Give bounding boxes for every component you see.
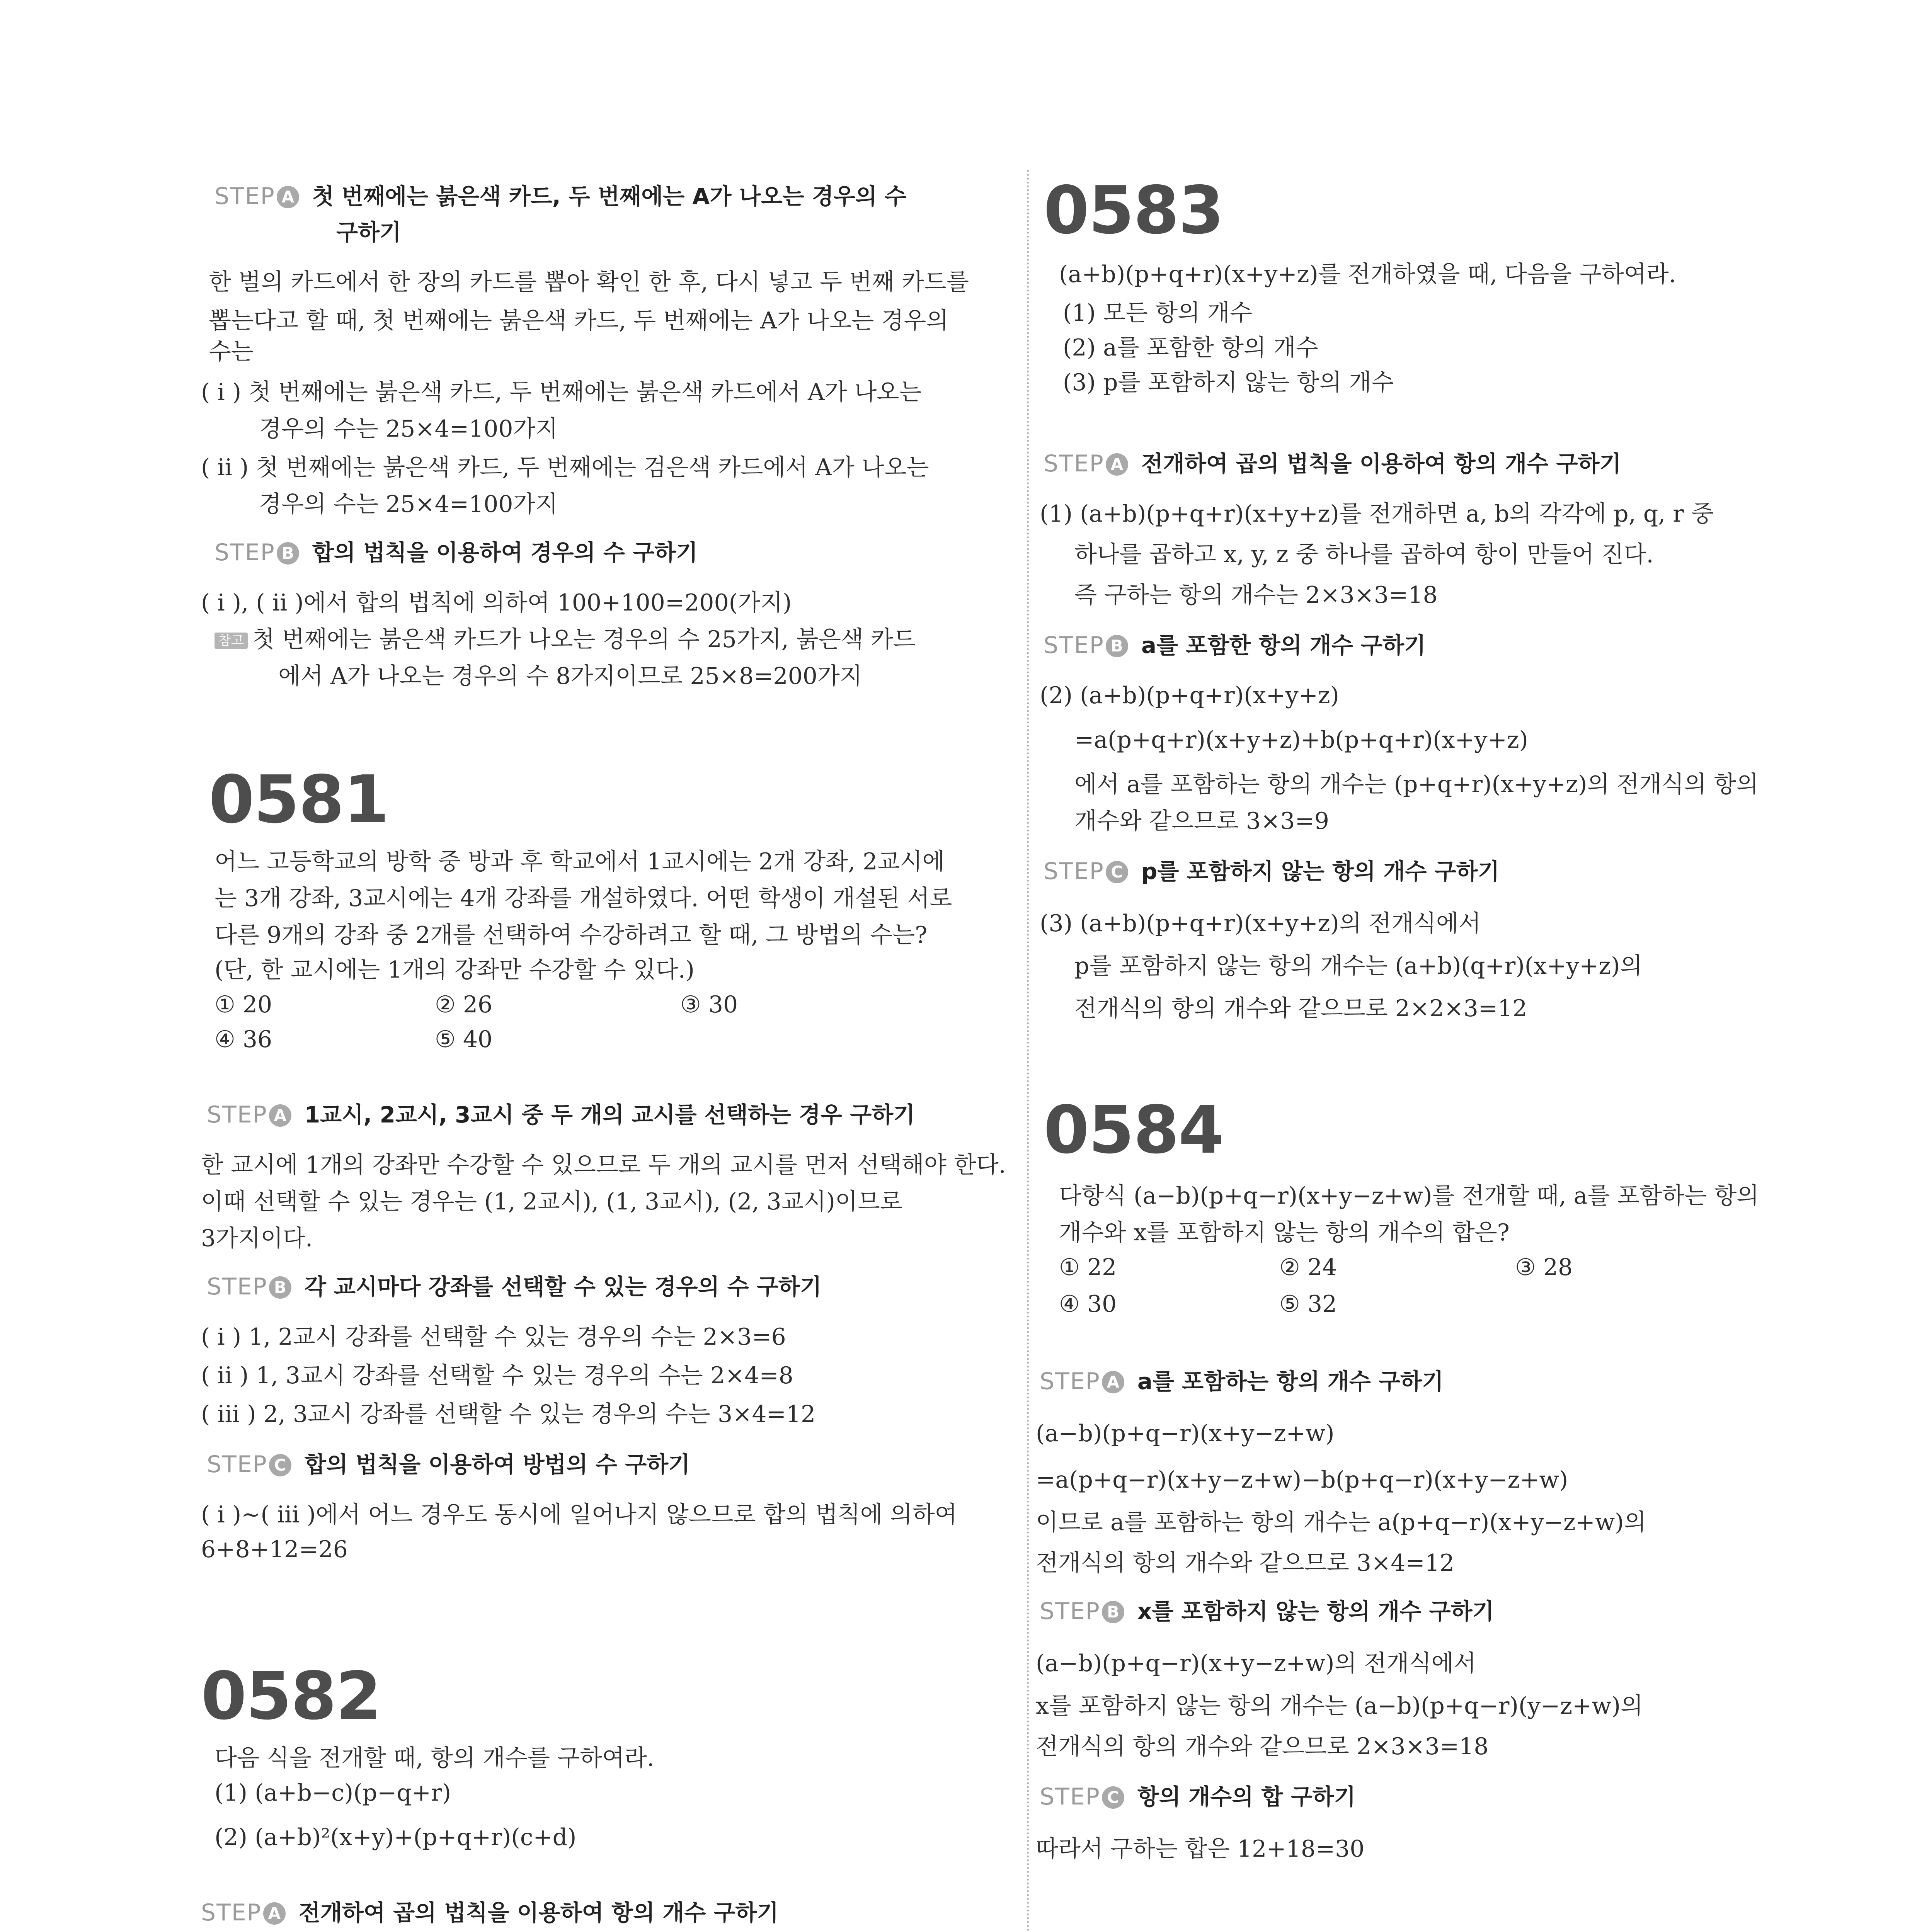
problem-0584-step-a-body: 전개식의 항의 개수와 같으므로 3×4=12 xyxy=(1036,1549,1455,1577)
problem-0583-question-line: (3) p를 포함하지 않는 항의 개수 xyxy=(1063,369,1394,396)
problem-0582-question-line: 다음 식을 전개할 때, 항의 개수를 구하여라. xyxy=(215,1745,654,1772)
step-b-header: STEP B 각 교시마다 강좌를 선택할 수 있는 경우의 수 구하기 xyxy=(207,1273,822,1300)
intro-body-line: 경우의 수는 25×4=100가지 xyxy=(259,491,558,518)
problem-number-0582: 0582 xyxy=(201,1658,381,1735)
intro-body-line: ( i ) 첫 번째에는 붉은색 카드, 두 번째에는 붉은색 카드에서 A가 나오는 xyxy=(201,379,922,406)
problem-0583-step-c-body: (3) (a+b)(p+q+r)(x+y+z)의 전개식에서 xyxy=(1040,910,1481,937)
step-a-header-cont: 구하기 xyxy=(336,219,402,245)
problem-0584-question-line: 다항식 (a−b)(p+q−r)(x+y−z+w)를 전개할 때, a를 포함하는 항의 xyxy=(1059,1182,1759,1209)
problem-0581-step-b-body: ( ii ) 1, 3교시 강좌를 선택할 수 있는 경우의 수는 2×4=8 xyxy=(201,1362,793,1389)
problem-0581-step-a-body: 이때 선택할 수 있는 경우는 (1, 2교시), (1, 3교시), (2, 3교시)이므로 xyxy=(201,1188,902,1215)
intro-body-line: 한 벌의 카드에서 한 장의 카드를 뽑아 확인 한 후, 다시 넣고 두 번째 카드를 xyxy=(209,269,969,296)
problem-0583-question-line: (2) a를 포함한 항의 개수 xyxy=(1063,334,1318,361)
step-c-header: STEP C p를 포함하지 않는 항의 개수 구하기 xyxy=(1044,858,1500,885)
choice-1: ① 20 xyxy=(215,991,272,1018)
problem-0583-question-line: (a+b)(p+q+r)(x+y+z)를 전개하였을 때, 다음을 구하여라. xyxy=(1059,261,1676,288)
problem-0581-step-b-body: ( iii ) 2, 3교시 강좌를 선택할 수 있는 경우의 수는 3×4=12 xyxy=(201,1401,816,1428)
intro-body-line: 경우의 수는 25×4=100가지 xyxy=(259,415,558,442)
problem-0584-step-a-body: 이므로 a를 포함하는 항의 개수는 a(p+q−r)(x+y−z+w)의 xyxy=(1036,1509,1646,1536)
choice-5: ⑤ 32 xyxy=(1279,1291,1337,1318)
choice-3: ③ 30 xyxy=(680,991,738,1018)
step-a-header: STEP A 전개하여 곱의 법칙을 이용하여 항의 개수 구하기 xyxy=(1044,450,1621,477)
intro-body-line: ( ii ) 첫 번째에는 붉은색 카드, 두 번째에는 검은색 카드에서 A가 나오는 xyxy=(201,454,929,481)
problem-0583-step-a-body: (1) (a+b)(p+q+r)(x+y+z)를 전개하면 a, b의 각각에 p, q, r 중 xyxy=(1040,500,1714,527)
problem-number-0584: 0584 xyxy=(1044,1092,1224,1168)
problem-0581-question-line: 는 3개 강좌, 3교시에는 4개 강좌를 개설하였다. 어떤 학생이 개설된 서로 xyxy=(215,885,952,912)
column-divider xyxy=(1027,170,1029,1932)
step-a-header: STEP A 1교시, 2교시, 3교시 중 두 개의 교시를 선택하는 경우 구하기 xyxy=(207,1101,915,1128)
problem-0581-question-line: 다른 9개의 강좌 중 2개를 선택하여 수강하려고 할 때, 그 방법의 수는? xyxy=(215,922,928,949)
problem-0583-step-b-body: 에서 a를 포함하는 항의 개수는 (p+q+r)(x+y+z)의 전개식의 항의 xyxy=(1074,771,1759,798)
problem-0583-step-c-body: 전개식의 항의 개수와 같으므로 2×2×3=12 xyxy=(1074,995,1527,1022)
problem-0584-question-line: 개수와 x를 포함하지 않는 항의 개수의 합은? xyxy=(1059,1219,1510,1246)
intro-note-line: 참고 첫 번째에는 붉은색 카드가 나오는 경우의 수 25가지, 붉은색 카드 xyxy=(215,628,916,651)
problem-0584-step-b-body: (a−b)(p+q−r)(x+y−z+w)의 전개식에서 xyxy=(1036,1650,1476,1677)
choice-2: ② 24 xyxy=(1279,1254,1337,1281)
problem-0583-step-b-body: 개수와 같으므로 3×3=9 xyxy=(1074,808,1329,835)
problem-0583-step-b-body: (2) (a+b)(p+q+r)(x+y+z) xyxy=(1040,682,1339,709)
choice-1: ① 22 xyxy=(1059,1254,1117,1281)
problem-0584-step-c-body: 따라서 구하는 합은 12+18=30 xyxy=(1036,1835,1365,1862)
step-c-header: STEP C 합의 법칙을 이용하여 방법의 수 구하기 xyxy=(207,1451,690,1478)
problem-0581-step-c-body: 6+8+12=26 xyxy=(201,1536,348,1563)
step-c-header: STEP C 항의 개수의 합 구하기 xyxy=(1040,1783,1356,1810)
problem-0584-step-a-body: =a(p+q−r)(x+y−z+w)−b(p+q−r)(x+y−z+w) xyxy=(1036,1466,1568,1493)
problem-0582-question-line: (1) (a+b−c)(p−q+r) xyxy=(215,1779,451,1806)
choice-5: ⑤ 40 xyxy=(435,1026,493,1053)
step-b-header: STEP B x를 포함하지 않는 항의 개수 구하기 xyxy=(1040,1598,1494,1625)
problem-0583-question-line: (1) 모든 항의 개수 xyxy=(1063,299,1252,327)
problem-0583-step-a-body: 하나를 곱하고 x, y, z 중 하나를 곱하여 항이 만들어 진다. xyxy=(1074,541,1654,568)
choice-4: ④ 36 xyxy=(215,1026,272,1053)
intro-body-line: 수는 xyxy=(209,338,254,365)
step-a-header: STEP A 전개하여 곱의 법칙을 이용하여 항의 개수 구하기 xyxy=(201,1899,779,1926)
step-a-header: STEP A 첫 번째에는 붉은색 카드, 두 번째에는 A가 나오는 경우의 수 xyxy=(215,183,907,210)
problem-0581-step-a-body: 한 교시에 1개의 강좌만 수강할 수 있으므로 두 개의 교시를 먼저 선택해야 한다. xyxy=(201,1151,1006,1179)
problem-0581-step-b-body: ( i ) 1, 2교시 강좌를 선택할 수 있는 경우의 수는 2×3=6 xyxy=(201,1323,786,1350)
problem-0583-step-a-body: 즉 구하는 항의 개수는 2×3×3=18 xyxy=(1074,582,1438,609)
intro-note-line: 에서 A가 나오는 경우의 수 8가지이므로 25×8=200가지 xyxy=(278,663,862,690)
problem-0581-question-line: (단, 한 교시에는 1개의 강좌만 수강할 수 있다.) xyxy=(215,956,695,983)
problem-0581-question-line: 어느 고등학교의 방학 중 방과 후 학교에서 1교시에는 2개 강좌, 2교시에 xyxy=(215,848,945,875)
problem-0584-step-a-body: (a−b)(p+q−r)(x+y−z+w) xyxy=(1036,1420,1335,1447)
problem-0581-step-a-body: 3가지이다. xyxy=(201,1225,313,1252)
problem-0581-step-c-body: ( i )~( iii )에서 어느 경우도 동시에 일어나지 않으므로 합의 법칙에 의하여 xyxy=(201,1501,957,1528)
problem-0582-question-line: (2) (a+b)²(x+y)+(p+q+r)(c+d) xyxy=(215,1824,577,1851)
problem-0583-step-c-body: p를 포함하지 않는 항의 개수는 (a+b)(q+r)(x+y+z)의 xyxy=(1074,952,1643,980)
step-b-header: STEP B a를 포함한 항의 개수 구하기 xyxy=(1044,632,1426,659)
problem-number-0583: 0583 xyxy=(1044,172,1224,249)
intro-step-b-body: ( i ), ( ii )에서 합의 법칙에 의하여 100+100=200(가지) xyxy=(201,589,792,616)
choice-3: ③ 28 xyxy=(1515,1254,1573,1281)
step-b-header: STEP B 합의 법칙을 이용하여 경우의 수 구하기 xyxy=(215,539,698,566)
note-badge: 참고 xyxy=(215,633,248,649)
problem-number-0581: 0581 xyxy=(209,762,389,838)
step-a-header: STEP A a를 포함하는 항의 개수 구하기 xyxy=(1040,1368,1444,1395)
choice-2: ② 26 xyxy=(435,991,493,1018)
problem-0583-step-b-body: =a(p+q+r)(x+y+z)+b(p+q+r)(x+y+z) xyxy=(1074,726,1528,753)
intro-body-line: 뽑는다고 할 때, 첫 번째에는 붉은색 카드, 두 번째에는 A가 나오는 경우의 xyxy=(209,307,949,334)
choice-4: ④ 30 xyxy=(1059,1291,1117,1318)
problem-0584-step-b-body: x를 포함하지 않는 항의 개수는 (a−b)(p+q−r)(y−z+w)의 xyxy=(1036,1692,1643,1719)
problem-0584-step-b-body: 전개식의 항의 개수와 같으므로 2×3×3=18 xyxy=(1036,1733,1489,1760)
